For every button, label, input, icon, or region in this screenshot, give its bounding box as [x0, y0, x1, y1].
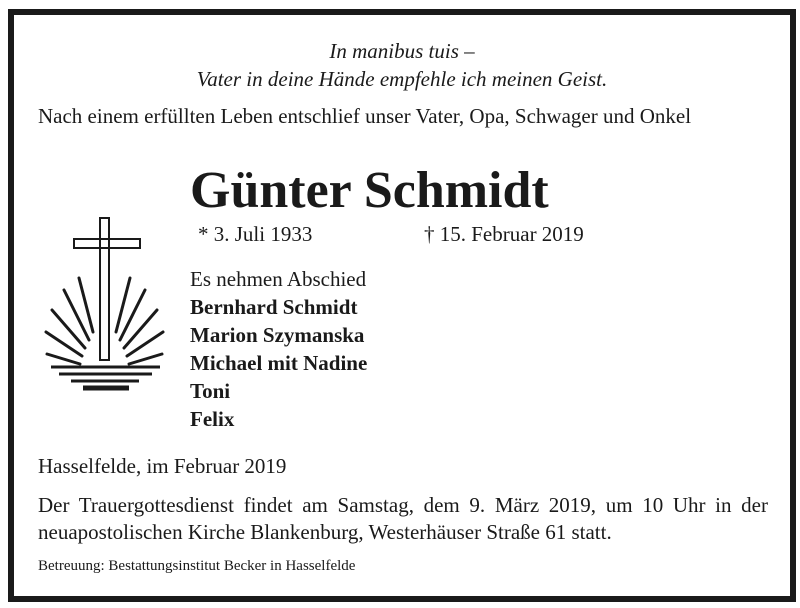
mourners-block: [190, 265, 367, 433]
motto-line-2: Vater in deine Hände empfehle ich meinen Geist.: [196, 67, 608, 91]
cross-rising-sun-icon: [39, 214, 169, 394]
mourner-name: Michael mit Nadine: [190, 351, 368, 375]
place-date: Hasselfelde, im Februar 2019: [38, 454, 287, 478]
death-date: † 15. Februar 2019: [424, 222, 584, 246]
mourner-name: Marion Szymanska: [190, 323, 365, 347]
deceased-name: Günter Schmidt: [190, 162, 549, 219]
obituary-card: [8, 9, 796, 602]
birth-date: * 3. Juli 1933: [198, 222, 313, 246]
service-info: Der Trauergottesdienst findet am Samstag, dem 9. März 2019, um 10 Uhr in der neuapostolischen Kirche Blankenburg, Westerhäuser Straße 61 statt.: [38, 493, 768, 544]
mourners-heading: Es nehmen Abschied: [190, 267, 367, 291]
motto-line-1: In manibus tuis –: [329, 39, 475, 63]
mourner-name: Felix: [190, 407, 235, 431]
intro-text: Nach einem erfüllten Leben entschlief unser Vater, Opa, Schwager und Onkel: [38, 104, 692, 128]
mourner-name: Bernhard Schmidt: [190, 295, 358, 319]
mourner-name: Toni: [190, 379, 231, 403]
funeral-home-credit: Betreuung: Bestattungsinstitut Becker in Hasselfelde: [38, 558, 356, 574]
